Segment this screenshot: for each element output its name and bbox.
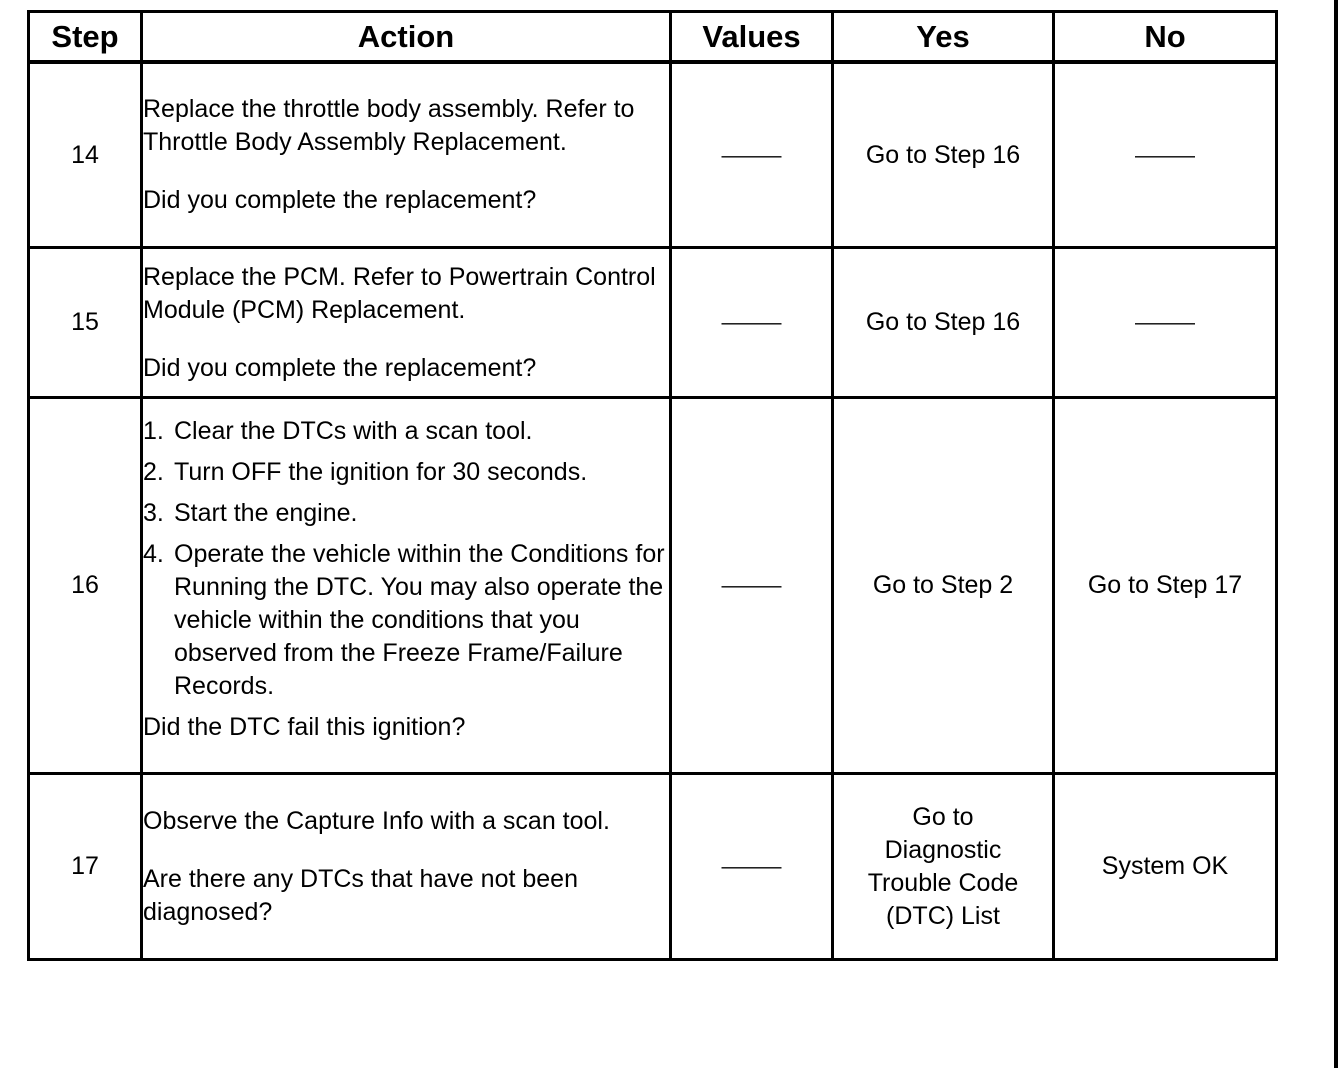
header-row xyxy=(29,12,1277,63)
no-dash: ——— xyxy=(1135,144,1195,167)
list-item-text: Start the engine. xyxy=(174,499,358,527)
yes-cell xyxy=(833,248,1054,398)
step-number: 15 xyxy=(29,248,142,398)
action-question: Did the DTC fail this ignition? xyxy=(143,713,466,741)
list-item-number: 3. xyxy=(143,499,164,527)
values-dash: ——— xyxy=(721,312,782,334)
list-item-text: Clear the DTCs with a scan tool. xyxy=(174,417,533,445)
yes-link[interactable]: Go to Step 2 xyxy=(872,571,1014,599)
header-yes: Yes xyxy=(833,12,1054,63)
yes-link[interactable]: Go to Step 16 xyxy=(865,140,1021,169)
action-text: Replace the PCM. Refer to Powertrain Control Module (PCM) Replacement. xyxy=(143,262,656,324)
yes-link[interactable]: Go to Diagnostic Trouble Code (DTC) List xyxy=(867,802,1019,930)
diagnostic-table xyxy=(27,10,1278,961)
values-cell xyxy=(671,774,833,960)
list-item-number: 2. xyxy=(143,458,164,486)
step-number: 17 xyxy=(29,774,142,960)
no-text: System OK xyxy=(1101,852,1229,880)
action-cell xyxy=(142,248,671,398)
values-cell xyxy=(671,398,833,774)
action-text: Replace the throttle body assembly. Refer to Throttle Body Assembly Replacement. xyxy=(143,95,635,156)
no-cell xyxy=(1054,774,1277,960)
list-item xyxy=(143,456,669,489)
no-cell xyxy=(1054,398,1277,774)
list-item-number: 1. xyxy=(143,417,164,445)
no-cell xyxy=(1054,248,1277,398)
action-question: Did you complete the replacement? xyxy=(143,353,537,382)
table-row xyxy=(29,62,1277,248)
list-item-text: Turn OFF the ignition for 30 seconds. xyxy=(174,458,588,486)
action-cell xyxy=(142,62,671,248)
action-cell xyxy=(142,398,671,774)
header-values: Values xyxy=(671,12,833,63)
no-link[interactable]: Go to Step 17 xyxy=(1087,571,1243,599)
values-dash: ——— xyxy=(721,856,782,878)
action-question: Are there any DTCs that have not been diagnosed? xyxy=(143,864,578,926)
list-item xyxy=(143,538,669,703)
no-cell xyxy=(1054,62,1277,248)
page-edge-rule xyxy=(1334,0,1338,1068)
list-item-text: Operate the vehicle within the Conditions for Running the DTC. You may also operate the vehicle within the conditions that you observed from the Freeze Frame/Failure Records. xyxy=(174,540,665,700)
action-list xyxy=(143,415,669,703)
list-item xyxy=(143,497,669,530)
header-action: Action xyxy=(142,12,671,63)
values-dash: ——— xyxy=(721,575,782,597)
table-row xyxy=(29,774,1277,960)
step-number: 14 xyxy=(29,62,142,248)
header-no: No xyxy=(1054,12,1277,63)
yes-cell xyxy=(833,62,1054,248)
list-item-number: 4. xyxy=(143,540,164,568)
table-row xyxy=(29,398,1277,774)
yes-cell xyxy=(833,398,1054,774)
action-text: Observe the Capture Info with a scan tool. xyxy=(143,806,610,835)
action-question: Did you complete the replacement? xyxy=(143,186,537,214)
header-step: Step xyxy=(29,12,142,63)
action-cell xyxy=(142,774,671,960)
values-cell xyxy=(671,248,833,398)
yes-link[interactable]: Go to Step 16 xyxy=(865,308,1021,336)
values-cell xyxy=(671,62,833,248)
values-dash: ——— xyxy=(721,144,782,167)
list-item xyxy=(143,415,669,448)
table-row xyxy=(29,248,1277,398)
no-dash: ——— xyxy=(1135,312,1195,334)
step-number: 16 xyxy=(29,398,142,774)
yes-cell xyxy=(833,774,1054,960)
